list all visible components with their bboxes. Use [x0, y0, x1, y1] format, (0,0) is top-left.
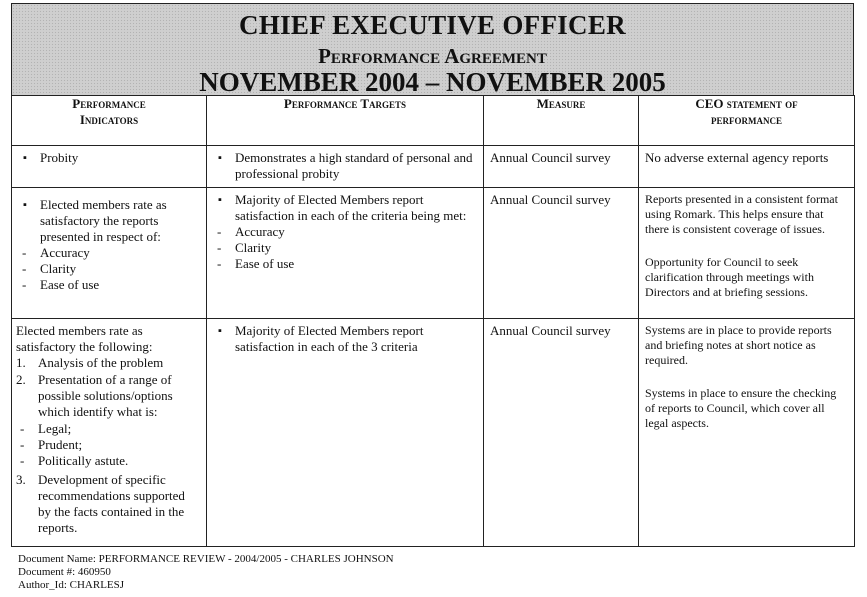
list-item: - Legal;	[16, 421, 200, 437]
ceo-statement-cell	[639, 319, 855, 547]
target-cell	[207, 188, 484, 319]
column-header-text: performance	[711, 112, 782, 127]
list-item: ▪ Demonstrates a high standard of personal and professional probity	[213, 150, 477, 182]
list-item	[16, 355, 200, 371]
ceo-statement-text: Systems are in place to provide reports and briefing notes at short notice as required.	[645, 323, 832, 367]
list-item: - Politically astute.	[16, 453, 200, 469]
list-text: Presentation of a range of possible solutions/options which identify what is:	[38, 372, 173, 419]
list-item: - Accuracy	[213, 224, 477, 240]
agreement-period: NOVEMBER 2004 – NOVEMBER 2005	[199, 67, 666, 97]
column-header-indicators	[12, 96, 207, 146]
ceo-statement-cell	[639, 188, 855, 319]
column-header-text: CEO statement of	[695, 96, 798, 111]
ceo-statement-text: Systems in place to ensure the checking of reports to Council, which cover all legal aspects.	[645, 386, 837, 430]
measure-cell	[484, 146, 639, 188]
list-item: - Clarity	[18, 261, 200, 277]
table-row	[12, 146, 855, 188]
column-header-text: Performance Targets	[283, 96, 407, 111]
ceo-statement-cell	[639, 146, 855, 188]
document-number: Document #: 460950	[18, 566, 111, 578]
target-cell	[207, 319, 484, 547]
document-footer	[18, 553, 394, 592]
column-header-text: Measure	[536, 96, 586, 111]
column-header-text: Performance	[72, 96, 146, 111]
author-id: Author_Id: CHARLESJ	[18, 579, 125, 591]
table-row	[12, 319, 855, 547]
list-item: - Accuracy	[18, 245, 200, 261]
table-header-row	[12, 96, 855, 146]
indicator-intro: Elected members rate as satisfactory the following:	[16, 323, 153, 354]
measure-text: Annual Council survey	[490, 323, 611, 338]
indicator-cell	[12, 146, 207, 188]
indicator-cell	[12, 319, 207, 547]
target-cell	[207, 146, 484, 188]
column-header-text: Indicators	[79, 112, 139, 127]
list-item: ▪ Majority of Elected Members report satisfaction in each of the criteria being met:	[213, 192, 477, 224]
title-banner	[11, 3, 854, 96]
list-item	[16, 372, 200, 420]
column-header-targets	[207, 96, 484, 146]
list-number: 2.	[16, 372, 26, 387]
list-number: 3.	[16, 472, 26, 487]
ceo-statement-text: Reports presented in a consistent format using Romark. This helps ensure that there is consistent coverage of issues.	[645, 192, 838, 236]
measure-text: Annual Council survey	[490, 150, 611, 165]
document-title: CHIEF EXECUTIVE OFFICER	[239, 10, 626, 40]
column-header-ceo-statement	[639, 96, 855, 146]
list-item: - Ease of use	[18, 277, 200, 293]
measure-text: Annual Council survey	[490, 192, 611, 207]
table-row	[12, 188, 855, 319]
document-name: Document Name: PERFORMANCE REVIEW - 2004/2005 - CHARLES JOHNSON	[18, 553, 394, 565]
list-text: Development of specific recommendations supported by the facts contained in the reports.	[38, 472, 185, 535]
indicator-cell	[12, 188, 207, 319]
list-item: - Clarity	[213, 240, 477, 256]
list-item: ▪ Probity	[18, 150, 200, 166]
performance-table	[11, 95, 855, 547]
measure-cell	[484, 188, 639, 319]
list-item	[16, 472, 200, 536]
list-item: - Prudent;	[16, 437, 200, 453]
measure-cell	[484, 319, 639, 547]
document-subtitle: Performance Agreement	[318, 44, 547, 68]
column-header-measure	[484, 96, 639, 146]
list-text: Analysis of the problem	[38, 355, 164, 370]
ceo-statement-text: Opportunity for Council to seek clarification through meetings with Directors and at briefing sessions.	[645, 255, 814, 299]
list-item: ▪ Elected members rate as satisfactory the reports presented in respect of:	[18, 197, 200, 245]
list-item: - Ease of use	[213, 256, 477, 272]
list-item: ▪ Majority of Elected Members report satisfaction in each of the 3 criteria	[213, 323, 477, 355]
list-number: 1.	[16, 355, 26, 370]
ceo-statement-text: No adverse external agency reports	[645, 150, 829, 165]
